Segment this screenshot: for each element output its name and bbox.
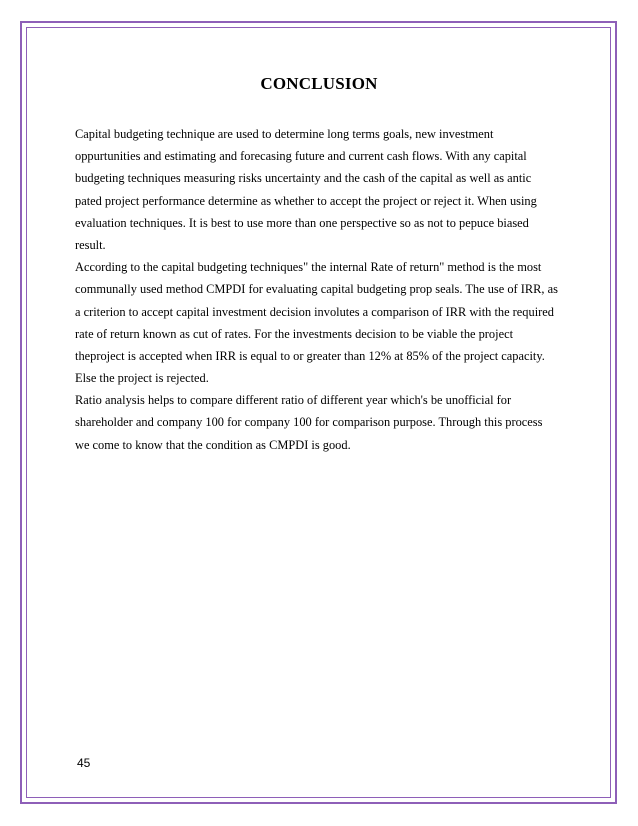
body-line: According to the capital budgeting techniques" the internal Rate of return" method is the most: [75, 260, 542, 275]
conclusion-body: [75, 123, 565, 456]
body-line: a criterion to accept capital investment decision involutes a comparison of IRR with the required: [75, 304, 554, 319]
body-line: result.: [75, 237, 106, 252]
body-line: theproject is accepted when IRR is equal to or greater than 12% at 85% of the project capacity.: [75, 348, 545, 363]
page-title: CONCLUSION: [260, 74, 378, 93]
body-line: rate of return known as cut of rates. For the investments decision to be viable the project: [75, 326, 514, 341]
body-line: we come to know that the condition as CMPDI is good.: [75, 437, 351, 452]
body-line: oppurtunities and estimating and forecasing future and current cash flows. With any capital: [75, 149, 527, 164]
body-line: communally used method CMPDI for evaluating capital budgeting prop seals. The use of IRR, as: [75, 282, 558, 297]
body-line: evaluation techniques. It is best to use more than one perspective so as not to pepuce biased: [75, 215, 529, 230]
page-number: 45: [77, 756, 91, 770]
body-line: Ratio analysis helps to compare different ratio of different year which's be unofficial for: [75, 393, 512, 408]
body-line: shareholder and company 100 for company 100 for comparison purpose. Through this process: [75, 415, 543, 430]
body-line: budgeting techniques measuring risks uncertainty and the cash of the capital as well as antic: [75, 171, 532, 186]
body-line: Else the project is rejected.: [75, 371, 209, 386]
body-line: pated project performance determine as whether to accept the project or reject it. When using: [75, 193, 537, 208]
body-line: Capital budgeting technique are used to determine long terms goals, new investment: [75, 127, 494, 141]
